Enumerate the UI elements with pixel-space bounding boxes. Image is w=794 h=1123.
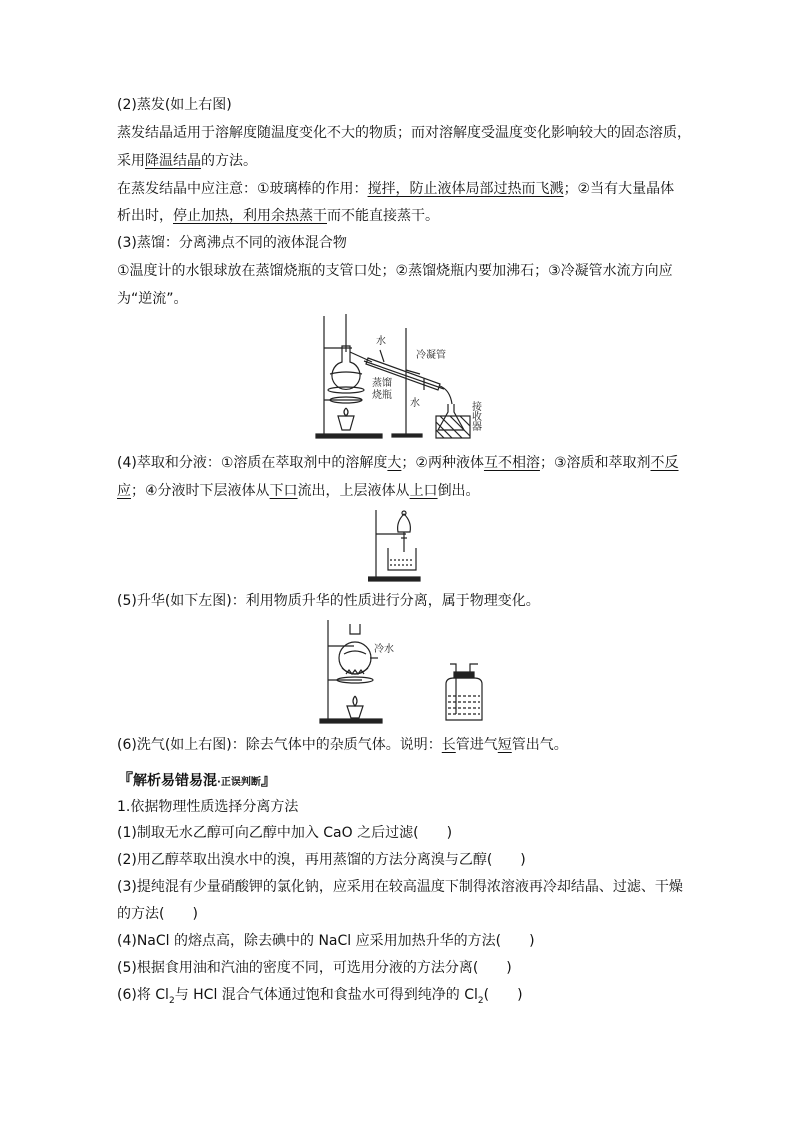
flask-label-1: 蒸馏 [372, 378, 392, 389]
evaporation-paragraph-line1: 蒸发结晶适用于溶解度随温度变化不大的物质；而对溶解度受温度变化影响较大的固态溶质， [117, 125, 691, 141]
receiver-label-1: 接 [472, 402, 482, 413]
gas-washing-line: (6)洗气(如上右图)：除去气体中的杂质气体。说明：长管进气短管出气。 [117, 737, 568, 753]
cold-water-label: 冷水 [374, 644, 394, 655]
extraction-line1: (4)萃取和分液：①溶质在萃取剂中的溶解度大；②两种液体互不相溶；③溶质和萃取剂不反 [117, 455, 679, 471]
flask-label-2: 烧瓶 [372, 390, 392, 401]
condenser-label: 冷凝管 [416, 350, 446, 361]
question-3-line1: (3)提纯混有少量硝酸钾的氯化钠，应采用在较高温度下制得浓溶液再冷却结晶、过滤、干燥 [117, 879, 683, 895]
evaporation-paragraph-line2: 采用降温结晶的方法。 [117, 153, 257, 169]
question-group-heading: 1.依据物理性质选择分离方法 [117, 799, 299, 815]
gas-washing-bottle-figure [440, 660, 488, 724]
evaporation-title: (2)蒸发(如上右图) [117, 97, 232, 113]
question-6: (6)将 $Cl_2$与 HCl 混合气体通过饱和食盐水可得到纯净的 $Cl_2$( ) [117, 987, 523, 1006]
receiver-label-2: 收 [472, 412, 482, 423]
water-inlet-label: 水 [410, 398, 420, 409]
question-3-line2: 的方法( ) [117, 906, 198, 922]
receiver-label-3: 器 [472, 422, 482, 433]
evaporation-notes-line2: 析出时，停止加热，利用余热蒸干而不能直接蒸干。 [117, 208, 439, 224]
distillation-title: (3)蒸馏：分离沸点不同的液体混合物 [117, 235, 347, 251]
sublimation-apparatus-figure [318, 618, 408, 724]
separatory-funnel-figure [368, 508, 424, 582]
question-4: (4)NaCl 的熔点高，除去碘中的 NaCl 应采用加热升华的方法( ) [117, 933, 535, 949]
distillation-apparatus-figure [312, 312, 492, 442]
extraction-line2: 应；④分液时下层液体从下口流出，上层液体从上口倒出。 [117, 483, 480, 499]
sublimation-title: (5)升华(如下左图)：利用物质升华的性质进行分离，属于物理变化。 [117, 593, 540, 609]
question-2: (2)用乙醇萃取出溴水中的溴，再用蒸馏的方法分离溴与乙醇( ) [117, 852, 526, 868]
question-1: (1)制取无水乙醇可向乙醇中加入 CaO 之后过滤( ) [117, 825, 453, 841]
evaporation-notes-line1: 在蒸发结晶中应注意：①玻璃棒的作用：搅拌，防止液体局部过热而飞溅；②当有大量晶体 [117, 181, 675, 197]
distillation-notes-line2: 为“逆流”。 [117, 291, 188, 307]
water-outlet-label: 水 [376, 336, 386, 347]
section-heading: 『解析易错易混·正误判断』 [117, 770, 277, 789]
distillation-notes-line1: ①温度计的水银球放在蒸馏烧瓶的支管口处；②蒸馏烧瓶内要加沸石；③冷凝管水流方向应 [117, 263, 673, 279]
question-5: (5)根据食用油和汽油的密度不同，可选用分液的方法分离( ) [117, 960, 512, 976]
